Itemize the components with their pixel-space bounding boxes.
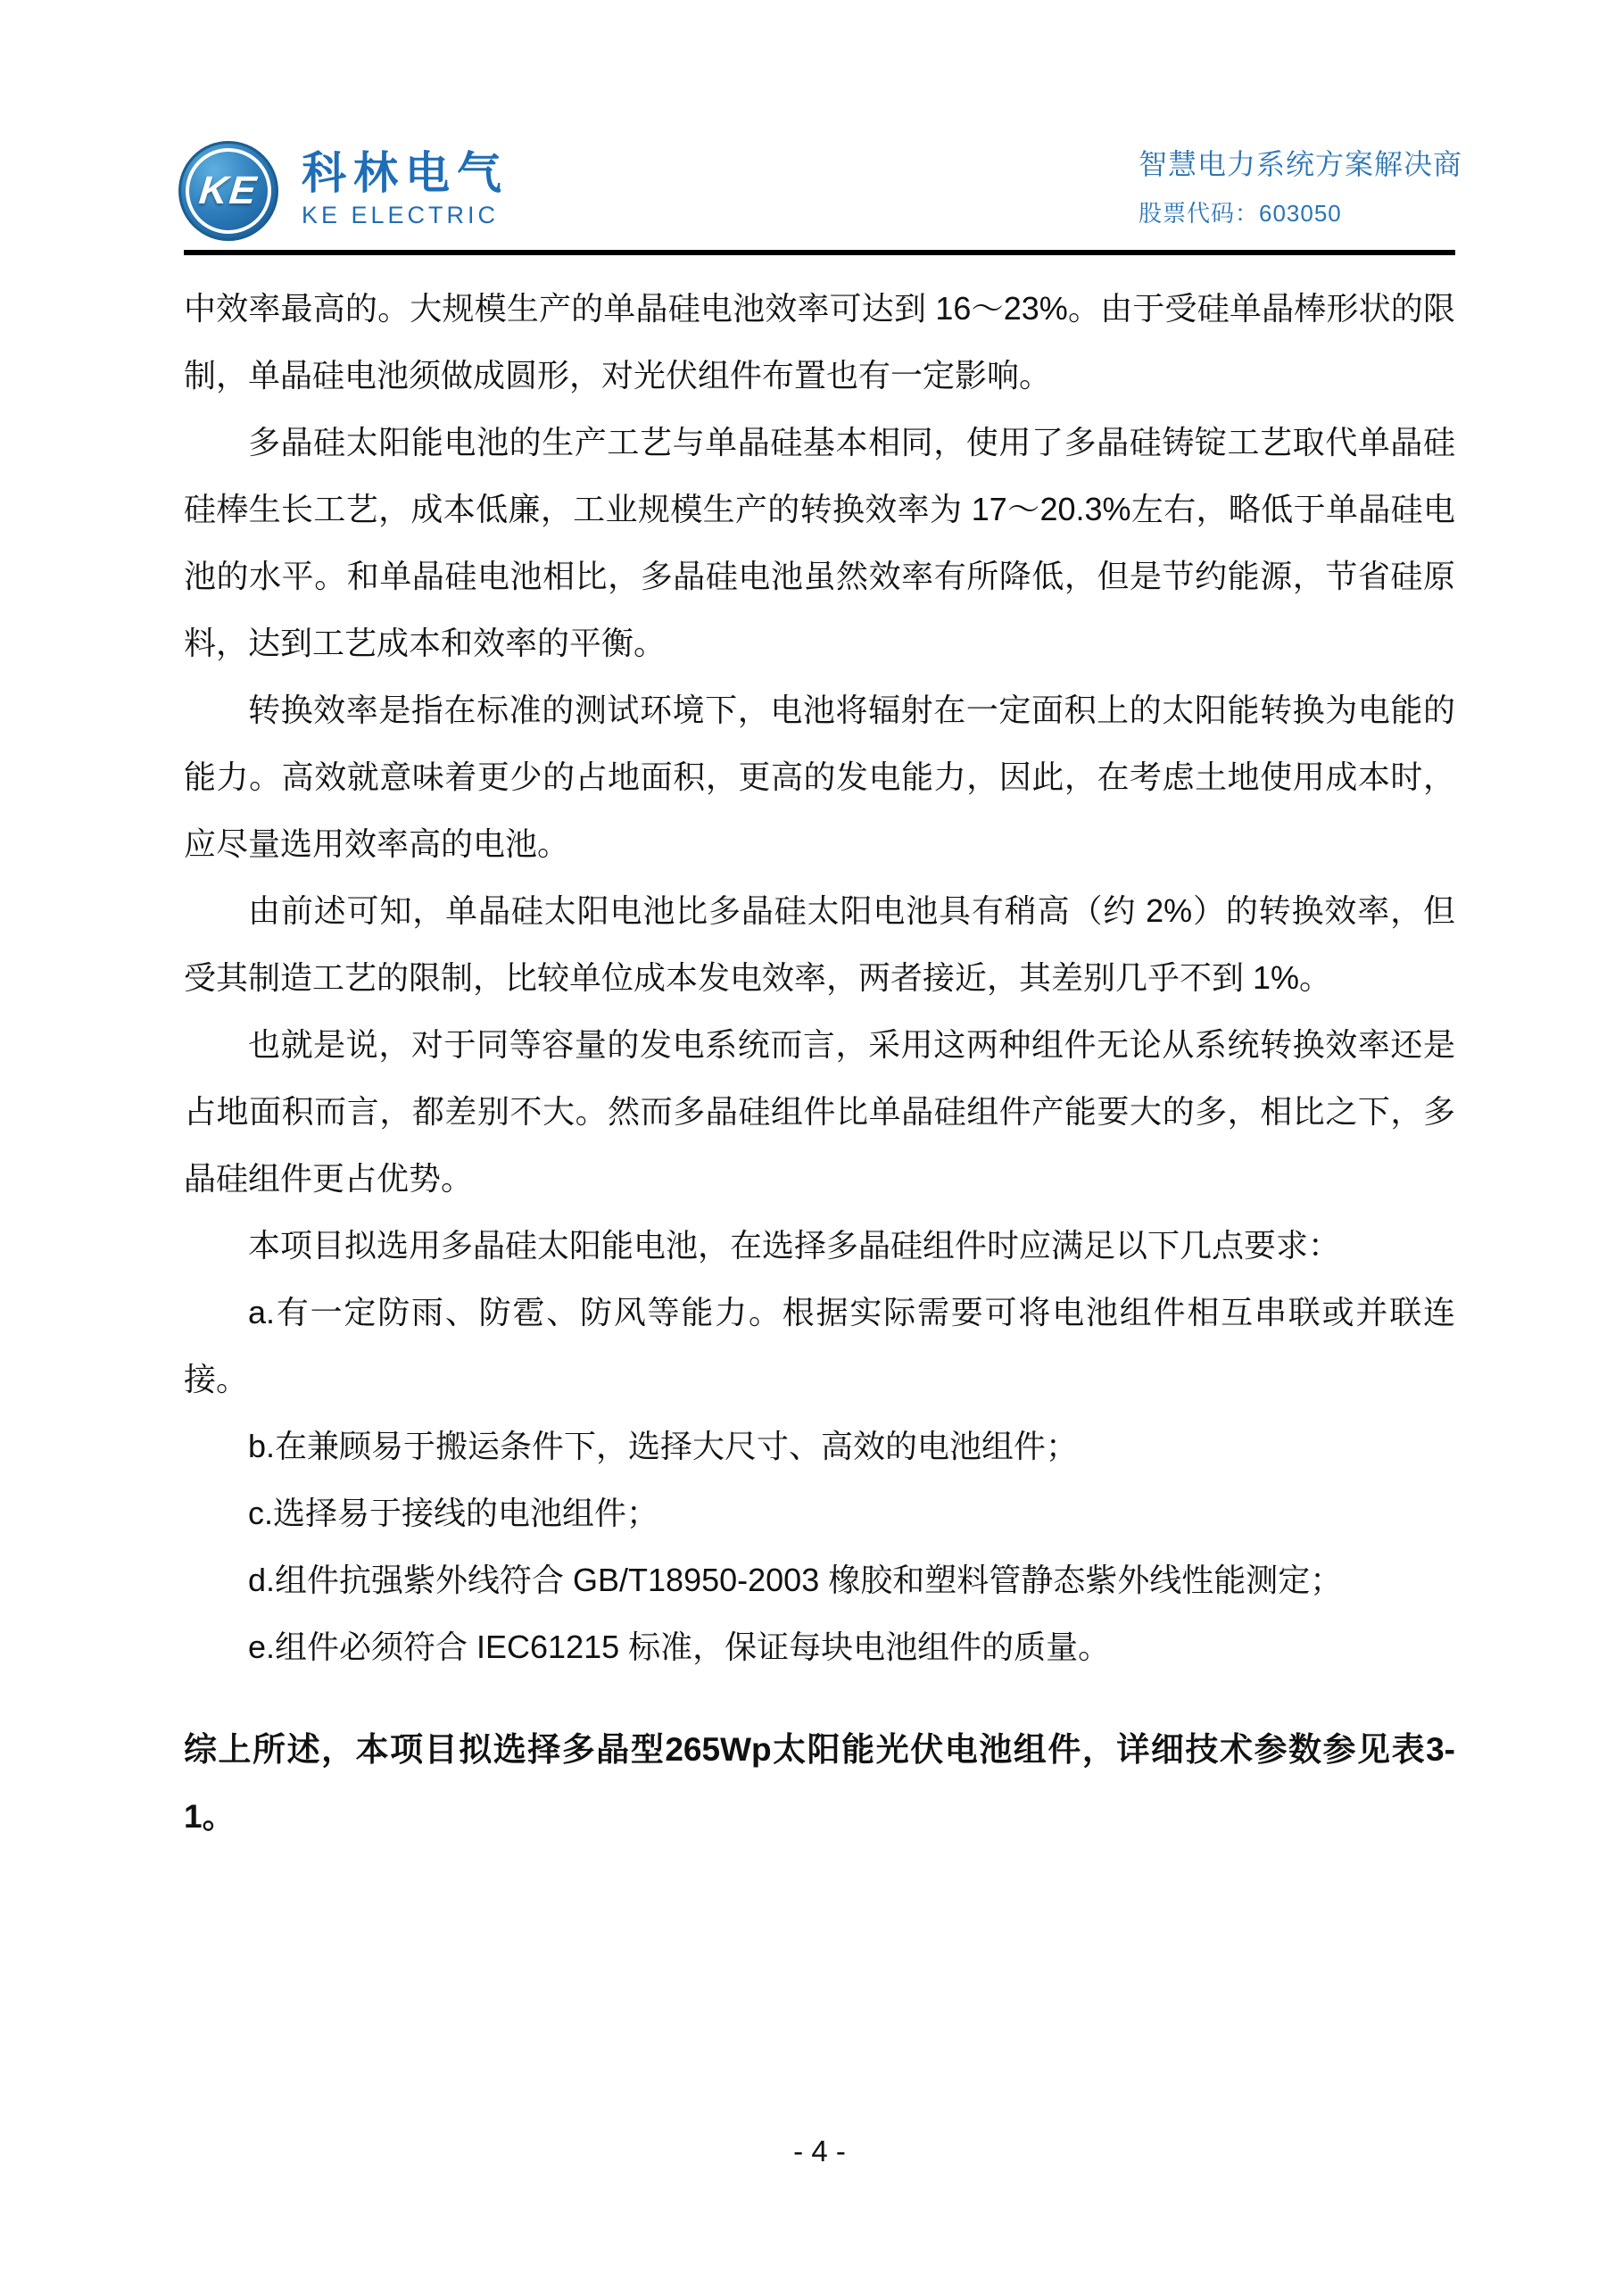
paragraph: 多晶硅太阳能电池的生产工艺与单晶硅基本相同，使用了多晶硅铸锭工艺取代单晶硅硅棒生长工艺，成本低廉，工业规模生产的转换效率为 17～20.3%左右，略低于单晶硅电池的水平。和单晶硅电池相比，多晶硅电池虽然效率有所降低，但是节约能源，节省硅原料，达到工艺成本和效率的平衡。 bbox=[184, 424, 1455, 661]
company-logo bbox=[178, 141, 509, 241]
page-header bbox=[0, 0, 1623, 241]
document-body bbox=[0, 255, 1623, 1850]
paragraph: e.组件必须符合 IEC61215 标准，保证每块电池组件的质量。 bbox=[248, 1629, 1111, 1665]
paragraph: b.在兼顾易于搬运条件下，选择大尺寸、高效的电池组件； bbox=[248, 1428, 1079, 1464]
page-footer bbox=[184, 2134, 1455, 2168]
paragraph: d.组件抗强紫外线符合 GB/T18950-2003 橡胶和塑料管静态紫外线性能测定； bbox=[248, 1562, 1343, 1598]
paragraph: 综上所述，本项目拟选择多晶型265Wp太阳能光伏电池组件，详细技术参数参见表3-1。 bbox=[184, 1731, 1455, 1835]
brand-name-en: KE ELECTRIC bbox=[302, 202, 500, 228]
stock-code: 股票代码：603050 bbox=[1138, 200, 1342, 227]
header-right-block bbox=[1139, 142, 1462, 228]
paragraph: a.有一定防雨、防雹、防风等能力。根据实际需要可将电池组件相互串联或并联连接。 bbox=[184, 1294, 1455, 1397]
brand-name-cn: 科林电气 bbox=[302, 148, 509, 198]
paragraph: c.选择易于接线的电池组件； bbox=[248, 1495, 659, 1531]
paragraph: 也就是说，对于同等容量的发电系统而言，采用这两种组件无论从系统转换效率还是占地面积而言，都差别不大。然而多晶硅组件比单晶硅组件产能要大的多，相比之下，多晶硅组件更占优势。 bbox=[184, 1026, 1455, 1197]
brand-name-block bbox=[302, 149, 509, 233]
ke-logo-text: KE bbox=[196, 169, 261, 212]
paragraph: 中效率最高的。大规模生产的单晶硅电池效率可达到 16～23%。由于受硅单晶棒形状的限制，单晶硅电池须做成圆形，对光伏组件布置也有一定影响。 bbox=[184, 290, 1455, 394]
page-number: - 4 - bbox=[793, 2134, 846, 2168]
paragraph: 由前述可知，单晶硅太阳电池比多晶硅太阳电池具有稍高（约 2%）的转换效率，但受其制造工艺的限制，比较单位成本发电效率，两者接近，其差别几乎不到 1%。 bbox=[184, 892, 1455, 996]
paragraph: 本项目拟选用多晶硅太阳能电池，在选择多晶硅组件时应满足以下几点要求： bbox=[248, 1227, 1341, 1264]
paragraph: 转换效率是指在标准的测试环境下，电池将辐射在一定面积上的太阳能转换为电能的能力。高效就意味着更少的占地面积，更高的发电能力，因此，在考虑土地使用成本时，应尽量选用效率高的电池。 bbox=[184, 692, 1455, 862]
header-slogan: 智慧电力系统方案解决商 bbox=[1138, 148, 1462, 180]
ke-logo-icon bbox=[178, 141, 278, 241]
